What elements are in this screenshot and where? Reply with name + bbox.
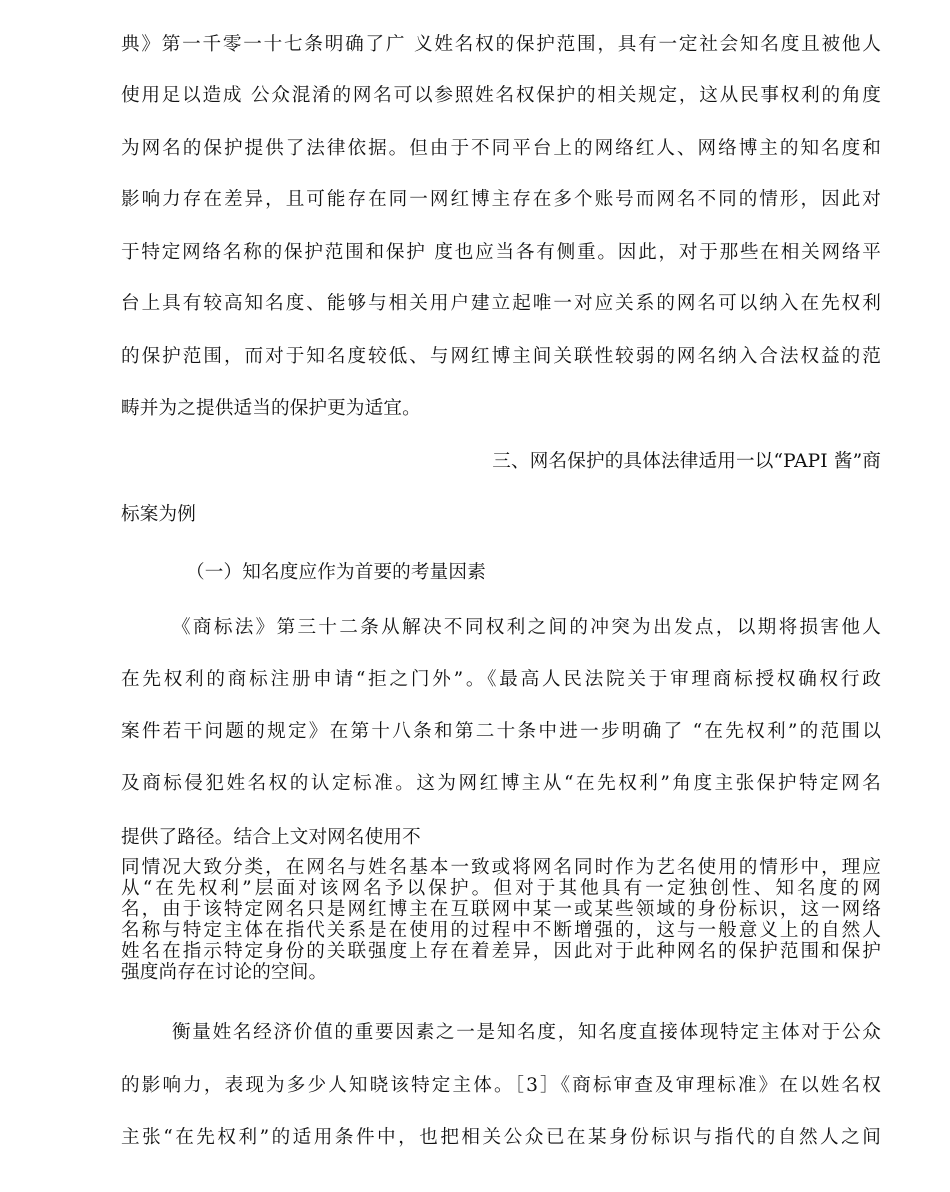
paragraph-line: 使用足以造成 公众混淆的网名可以参照姓名权保护的相关规定，这从民事权利的角度 bbox=[121, 85, 881, 106]
paragraph-line: 案件若干问题的规定》在第十八条和第二十条中进一步明确了 “在先权利”的范围以 bbox=[121, 721, 881, 742]
paragraph-line: 提供了路径。结合上文对网名使用不 bbox=[121, 827, 421, 848]
paragraph-line: 的影响力，表现为多少人知晓该特定主体。［3］《商标审查及审理标准》在以姓名权 bbox=[121, 1075, 881, 1096]
paragraph-line: 名称与特定主体在指代关系是在使用的过程中不断增强的，这与一般意义上的自然人 bbox=[121, 920, 881, 941]
paragraph-line: 在先权利的商标注册申请“拒之门外”。《最高人民法院关于审理商标授权确权行政 bbox=[121, 669, 881, 690]
paragraph-line: 于特定网络名称的保护范围和保护 度也应当各有侧重。因此，对于那些在相关网络平 bbox=[121, 242, 881, 263]
paragraph-line: 同情况大致分类，在网名与姓名基本一致或将网名同时作为艺名使用的情形中，理应 bbox=[121, 857, 881, 878]
paragraph-line: 从“在先权利”层面对该网名予以保护。但对于其他具有一定独创性、知名度的网 bbox=[121, 878, 881, 899]
paragraph-line: 《商标法》第三十二条从解决不同权利之间的冲突为出发点，以期将损害他人 bbox=[172, 617, 881, 638]
section-heading: 三、网名保护的具体法律适用一以“PAPI 酱”商 bbox=[492, 451, 881, 472]
paragraph-line: 强度尚存在讨论的空间。 bbox=[121, 962, 328, 983]
paragraph-line: 的保护范围，而对于知名度较低、与网红博主间关联性较弱的网名纳入合法权益的范 bbox=[121, 346, 881, 367]
paragraph-line: 衡量姓名经济价值的重要因素之一是知名度，知名度直接体现特定主体对于公众 bbox=[172, 1022, 881, 1043]
paragraph-line: 畴并为之提供适当的保护更为适宜。 bbox=[121, 398, 421, 419]
paragraph-line: 名，由于该特定网名只是网红博主在互联网中某一或某些领域的身份标识，这一网络 bbox=[121, 899, 881, 920]
paragraph-line: 台上具有较高知名度、能够与相关用户建立起唯一对应关系的网名可以纳入在先权利 bbox=[121, 293, 881, 314]
paragraph-line: 主张“在先权利”的适用条件中，也把相关公众已在某身份标识与指代的自然人之间 bbox=[121, 1127, 881, 1148]
paragraph-line: 典》第一千零一十七条明确了广 义姓名权的保护范围，具有一定社会知名度且被他人 bbox=[121, 34, 881, 55]
paragraph-line: 及商标侵犯姓名权的认定标准。这为网红博主从“在先权利”角度主张保护特定网名 bbox=[121, 773, 881, 794]
section-heading-continuation: 标案为例 bbox=[121, 504, 196, 525]
paragraph-line: 姓名在指示特定身份的关联强度上存在着差异，因此对于此种网名的保护范围和保护 bbox=[121, 941, 881, 962]
subsection-heading: （一）知名度应作为首要的考量因素 bbox=[186, 562, 486, 583]
paragraph-line: 为网名的保护提供了法律依据。但由于不同平台上的网络红人、网络博主的知名度和 bbox=[121, 138, 881, 159]
paragraph-line: 影响力存在差异，且可能存在同一网红博主存在多个账号而网名不同的情形，因此对 bbox=[121, 189, 881, 210]
